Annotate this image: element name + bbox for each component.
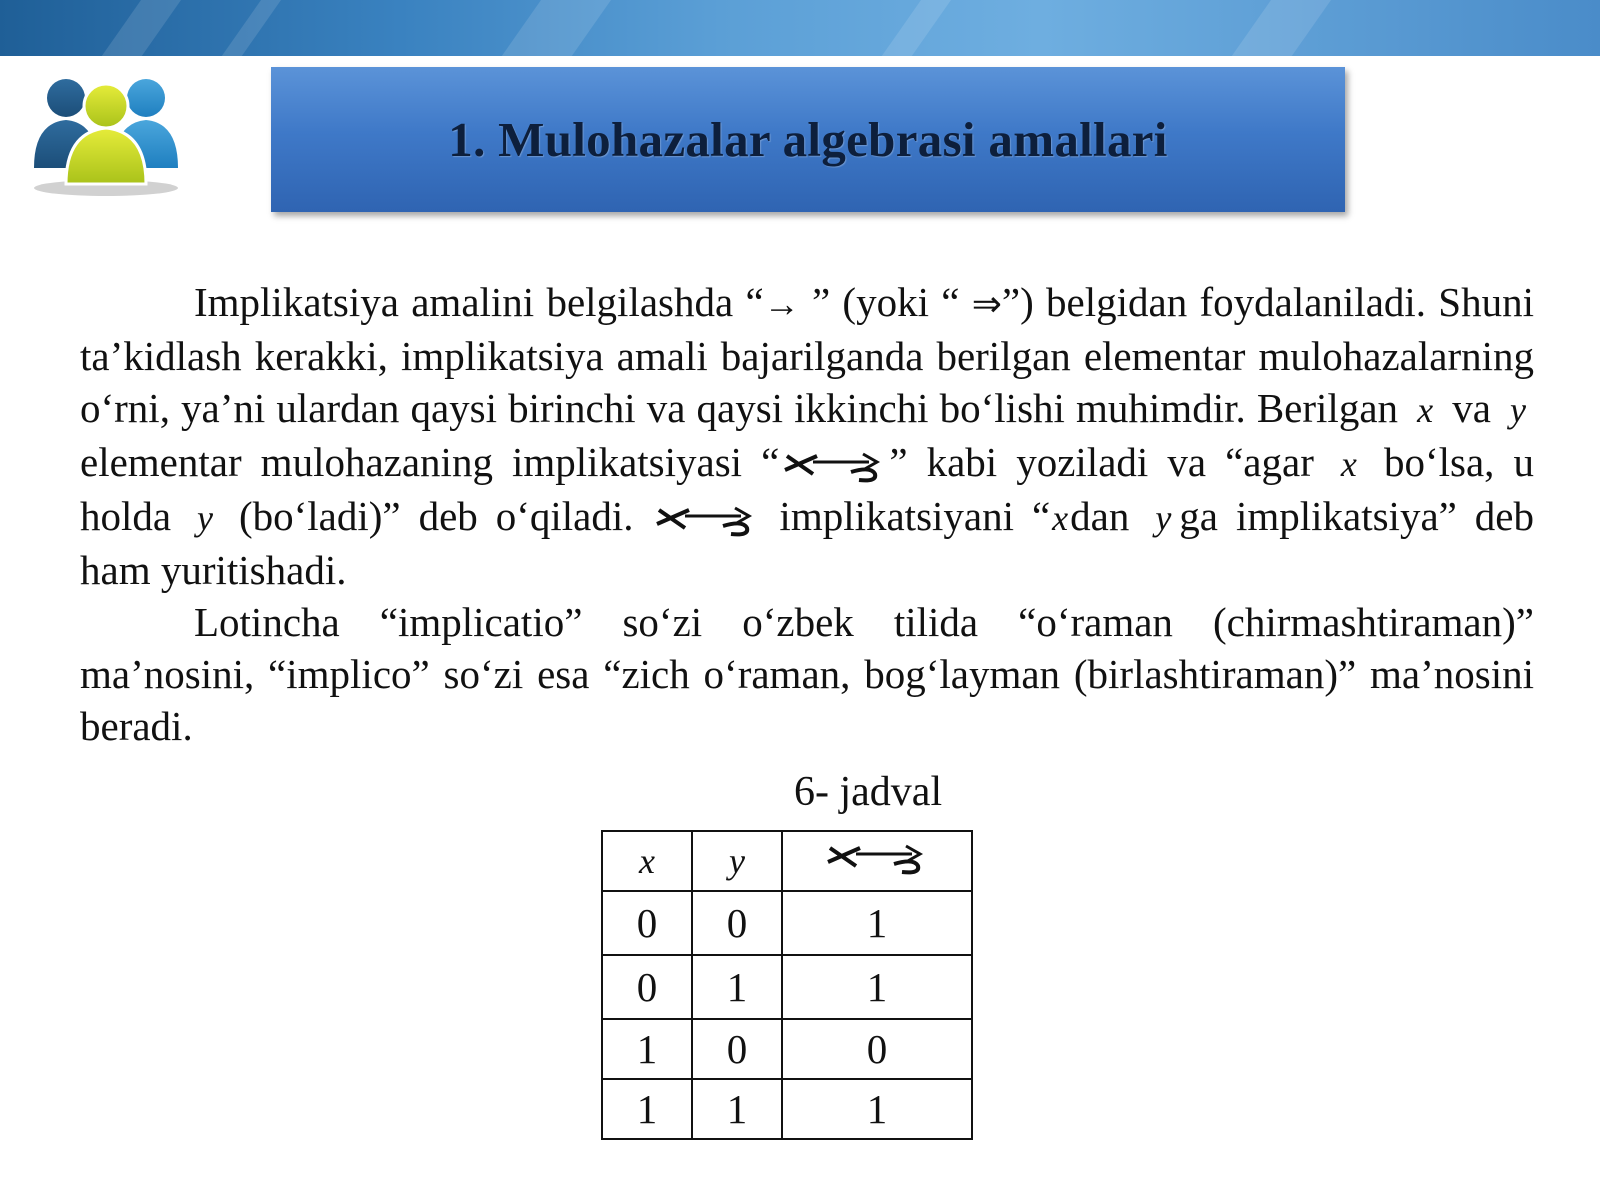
table-caption: 6- jadval xyxy=(794,769,943,815)
table-row xyxy=(602,955,972,1019)
implication-formula-icon xyxy=(822,836,932,876)
title-banner xyxy=(271,67,1345,212)
table-row xyxy=(602,1019,972,1079)
table-cell: 1 xyxy=(782,955,972,1019)
text-span: va xyxy=(1452,385,1491,431)
text-span: implikatsiyani “ xyxy=(779,493,1051,539)
table-row xyxy=(602,1079,972,1139)
variable-y: y xyxy=(1155,498,1172,538)
variable-x: x xyxy=(1052,498,1069,538)
text-span: ” (yoki “ xyxy=(799,279,972,325)
table-cell: 1 xyxy=(692,1079,782,1139)
header-implication xyxy=(782,831,972,891)
slide-body xyxy=(80,276,1534,752)
text-span: dan xyxy=(1070,493,1130,539)
variable-y: y xyxy=(1510,390,1527,430)
paragraph-etymology: Lotincha “implicatio” so‘zi o‘zbek tilida “o‘raman (chirmashtiraman)” ma’nosini, “implico” so‘zi esa “zich o‘raman, bog‘layman (birlashtiraman)” ma’nosini beradi. xyxy=(80,599,1534,749)
table-cell: 1 xyxy=(782,1079,972,1139)
slide-title: 1. Mulohazalar algebrasi amallari xyxy=(448,112,1168,167)
text-span: ga implikatsiya” deb ham yuritishadi. xyxy=(80,493,1534,593)
table-cell: 0 xyxy=(602,955,692,1019)
text-span: (bo‘ladi)” deb o‘qiladi. xyxy=(238,493,634,539)
truth-table xyxy=(601,830,973,1140)
implication-formula-icon xyxy=(651,498,761,538)
table-cell: 1 xyxy=(602,1079,692,1139)
text-span: elementar mulohazaning implikatsiyasi “ xyxy=(80,439,780,485)
text-span: bo‘lsa, u holda xyxy=(80,439,1534,539)
text-span: ”) belgidan foydalaniladi. Shuni ta’kidlash kerakki, implikatsiya amali bajarilganda berilgan elementar mulohazalarning o‘rni, ya’ni ulardan qaysi birinchi va qaysi ikkinchi bo‘lishi muhimdir. Berilgan xyxy=(80,279,1534,431)
table-cell: 0 xyxy=(782,1019,972,1079)
implication-formula-icon xyxy=(779,444,889,484)
header-y: y xyxy=(692,831,782,891)
header-x: x xyxy=(602,831,692,891)
table-header-row xyxy=(602,831,972,891)
arrow-symbol: → xyxy=(763,284,800,324)
paragraph-implication xyxy=(80,276,1534,596)
text-span: Implikatsiya amalini belgilashda “ xyxy=(194,279,764,325)
people-group-icon xyxy=(26,68,186,198)
table-cell: 1 xyxy=(602,1019,692,1079)
table-cell: 0 xyxy=(602,891,692,955)
table-cell: 1 xyxy=(782,891,972,955)
table-row xyxy=(602,891,972,955)
double-arrow-symbol: ⇒ xyxy=(971,284,1002,324)
variable-x: x xyxy=(1417,390,1434,430)
table-cell: 1 xyxy=(692,955,782,1019)
text-span: ” kabi yoziladi va “agar xyxy=(889,439,1314,485)
variable-x: x xyxy=(1340,444,1357,484)
table-cell: 0 xyxy=(692,891,782,955)
top-decorative-band xyxy=(0,0,1600,56)
table-cell: 0 xyxy=(692,1019,782,1079)
variable-y: y xyxy=(197,498,214,538)
